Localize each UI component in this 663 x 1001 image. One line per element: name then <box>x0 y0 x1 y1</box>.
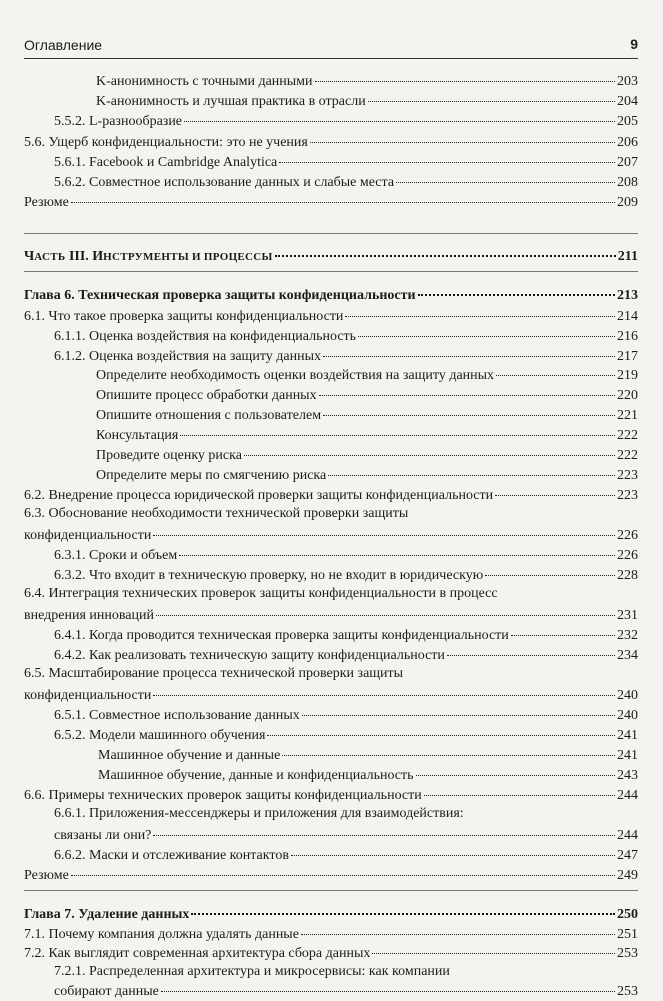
toc-entry-title: конфиденциальности <box>24 688 152 703</box>
toc-entry-page: 240 <box>617 688 638 703</box>
leader-dots <box>511 621 615 636</box>
toc-entry-title: Резюме <box>24 868 69 883</box>
leader-dots <box>291 841 615 856</box>
header-page-number: 9 <box>630 36 638 52</box>
toc-entry[interactable] <box>24 644 638 665</box>
leader-dots <box>267 721 615 736</box>
toc-entry-page: 206 <box>617 135 638 150</box>
leader-dots <box>153 821 615 836</box>
toc-entry[interactable] <box>24 864 638 885</box>
toc-entry[interactable] <box>24 191 638 212</box>
leader-dots <box>345 302 615 317</box>
leader-dots <box>372 939 615 954</box>
toc-entry-title: K-анонимность с точными данными <box>96 74 313 89</box>
part-title-smallcaps: АСТЬ <box>34 251 66 263</box>
toc-entry-first-line[interactable]: 7.2.1. Распределенная архитектура и микросервисы: как компании <box>54 964 450 979</box>
toc-entry-page: 241 <box>617 728 638 743</box>
part-title-name: НСТРУМЕНТЫ И ПРОЦЕССЫ <box>103 251 273 263</box>
toc-entry-page: 211 <box>617 249 638 264</box>
leader-dots <box>323 342 615 357</box>
toc-entry-title <box>24 247 273 267</box>
leader-dots <box>191 899 615 915</box>
toc-entry-page: 244 <box>617 788 638 803</box>
toc-entry-page: 213 <box>617 288 638 303</box>
toc-entry-title: 7.1. Почему компания должна удалять данные <box>24 927 299 942</box>
leader-dots <box>485 561 615 576</box>
toc-entry-title: внедрения инноваций <box>24 608 154 623</box>
toc-entry-page: 253 <box>617 984 638 999</box>
toc-entry-title: K-анонимность и лучшая практика в отрасли <box>96 94 366 109</box>
section-divider <box>24 271 638 272</box>
leader-dots <box>161 977 615 992</box>
leader-dots <box>496 361 615 376</box>
leader-dots <box>416 761 615 776</box>
running-header <box>24 32 638 59</box>
toc-entry-title: 6.1.1. Оценка воздействия на конфиденциальность <box>54 329 357 344</box>
toc-entry-page: 219 <box>617 368 638 383</box>
toc-entry-title: 6.3.2. Что входит в техническую проверку, но не входит в юридическую <box>54 568 484 583</box>
leader-dots <box>179 541 615 556</box>
toc-entry-page: 247 <box>617 848 638 863</box>
toc-entry-title: 5.6. Ущерб конфиденциальности: это не учения <box>24 135 308 150</box>
toc-entry-title: 7.2. Как выглядит современная архитектура сбора данных <box>24 946 371 961</box>
toc-entry-page: 243 <box>617 768 638 783</box>
toc-entry-page: 244 <box>617 828 638 843</box>
leader-dots <box>310 128 615 143</box>
toc-entry-page: 222 <box>617 448 638 463</box>
toc-entry-title: Машинное обучение и данные <box>98 748 281 763</box>
toc-entry-page: 214 <box>617 309 638 324</box>
toc-entry-page: 253 <box>617 946 638 961</box>
toc-entry[interactable] <box>24 484 638 505</box>
toc-entry-first-line[interactable]: 6.3. Обоснование необходимости технической проверки защиты <box>24 506 409 521</box>
toc-part-entry[interactable] <box>24 244 638 267</box>
toc-entry-page: 223 <box>617 488 638 503</box>
toc-entry-title: 6.5.1. Совместное использование данных <box>54 708 300 723</box>
leader-dots <box>358 322 615 337</box>
leader-dots <box>319 381 615 396</box>
leader-dots <box>244 441 615 456</box>
toc-entry-title: Консультация <box>96 428 179 443</box>
toc-entry-title: Резюме <box>24 195 69 210</box>
part-title-initial: Ч <box>24 249 35 264</box>
leader-dots <box>184 107 615 122</box>
section-divider <box>24 233 638 234</box>
leader-dots <box>301 920 615 935</box>
toc-entry-page: 249 <box>617 868 638 883</box>
toc-entry-page: 203 <box>617 74 638 89</box>
toc-entry-page: 234 <box>617 648 638 663</box>
toc-entry-title: конфиденциальности <box>24 528 152 543</box>
toc-entry-page: 251 <box>617 927 638 942</box>
toc-entry-page: 223 <box>617 468 638 483</box>
toc-entry[interactable] <box>24 942 638 963</box>
toc-entry-title: Глава 7. Удаление данных <box>24 907 190 922</box>
header-title: Оглавление <box>24 37 103 53</box>
leader-dots <box>368 87 615 102</box>
leader-dots <box>153 681 615 696</box>
toc-entry[interactable] <box>24 980 638 1001</box>
toc-entry-page: 205 <box>617 114 638 129</box>
leader-dots <box>275 241 616 257</box>
toc-entry-first-line[interactable]: 6.4. Интеграция технических проверок защиты конфиденциальности в процесс <box>24 586 498 601</box>
leader-dots <box>315 67 615 82</box>
toc-entry[interactable] <box>24 784 638 805</box>
leader-dots <box>180 421 615 436</box>
toc-entry-page: 240 <box>617 708 638 723</box>
toc-entry-page: 204 <box>617 94 638 109</box>
toc-entry-title: Определите меры по смягчению риска <box>96 468 327 483</box>
toc-entry-title: 6.1.2. Оценка воздействия на защиту данных <box>54 349 321 364</box>
toc-entry-page: 228 <box>617 568 638 583</box>
toc-entry[interactable] <box>24 564 638 585</box>
leader-dots <box>302 701 615 716</box>
leader-dots <box>156 601 615 616</box>
toc-entry-page: 222 <box>617 428 638 443</box>
leader-dots <box>424 781 615 796</box>
toc-entry-title: Определите необходимость оценки воздействия на защиту данных <box>96 368 495 383</box>
toc-entry-title: Машинное обучение, данные и конфиденциальность <box>98 768 414 783</box>
toc-entry-title: 5.5.2. L-разнообразие <box>54 114 183 129</box>
toc-entry-page: 207 <box>617 155 638 170</box>
part-title-number: III. И <box>65 249 104 264</box>
toc-entry-title: 5.6.1. Facebook и Cambridge Analytica <box>54 155 278 170</box>
toc-entry-page: 250 <box>617 907 638 922</box>
toc-entry-page: 208 <box>617 175 638 190</box>
leader-dots <box>71 861 615 876</box>
leader-dots <box>282 741 615 756</box>
toc-entry-page: 209 <box>617 195 638 210</box>
leader-dots <box>323 401 615 416</box>
toc-entry-title: Глава 6. Техническая проверка защиты конфиденциальности <box>24 288 416 303</box>
toc-entry-title: собирают данные <box>54 984 159 999</box>
toc-entry-title: Проведите оценку риска <box>96 448 242 463</box>
toc-entry-title: связаны ли они? <box>54 828 152 843</box>
toc-entry-page: 241 <box>617 748 638 763</box>
leader-dots <box>153 521 615 536</box>
leader-dots <box>418 280 615 296</box>
toc-entry-title: Опишите процесс обработки данных <box>96 388 317 403</box>
toc-entry-title: 6.6.2. Маски и отслеживание контактов <box>54 848 289 863</box>
toc-entry-title: 6.4.2. Как реализовать техническую защиту конфиденциальности <box>54 648 445 663</box>
toc-entry-title: 6.2. Внедрение процесса юридической проверки защиты конфиденциальности <box>24 488 494 503</box>
leader-dots <box>447 641 615 656</box>
toc-entry-title: 6.3.1. Сроки и объем <box>54 548 178 563</box>
toc-entry-title: 6.4.1. Когда проводится техническая проверка защиты конфиденциальности <box>54 628 509 643</box>
toc-entry-page: 217 <box>617 349 638 364</box>
leader-dots <box>495 481 615 496</box>
toc-entry-title: 6.5.2. Модели машинного обучения <box>54 728 266 743</box>
leader-dots <box>328 461 615 476</box>
toc-entry-title: Опишите отношения с пользователем <box>96 408 322 423</box>
leader-dots <box>71 188 615 203</box>
toc-entry-first-line[interactable]: 6.6.1. Приложения-мессенджеры и приложения для взаимодействия: <box>54 806 464 821</box>
section-divider <box>24 890 638 891</box>
leader-dots <box>279 148 615 163</box>
leader-dots <box>396 168 615 183</box>
toc-entry-first-line[interactable]: 6.5. Масштабирование процесса технической проверки защиты <box>24 666 404 681</box>
toc-entry-page: 231 <box>617 608 638 623</box>
toc-entry-page: 221 <box>617 408 638 423</box>
toc-entry-title: 6.1. Что такое проверка защиты конфиденциальности <box>24 309 344 324</box>
toc-entry-title: 6.6. Примеры технических проверок защиты конфиденциальности <box>24 788 422 803</box>
toc-entry-page: 226 <box>617 548 638 563</box>
toc-entry-title: 5.6.2. Совместное использование данных и слабые места <box>54 175 395 190</box>
toc-entry-page: 220 <box>617 388 638 403</box>
toc-entry-page: 226 <box>617 528 638 543</box>
toc-entry-page: 232 <box>617 628 638 643</box>
toc-entry-page: 216 <box>617 329 638 344</box>
